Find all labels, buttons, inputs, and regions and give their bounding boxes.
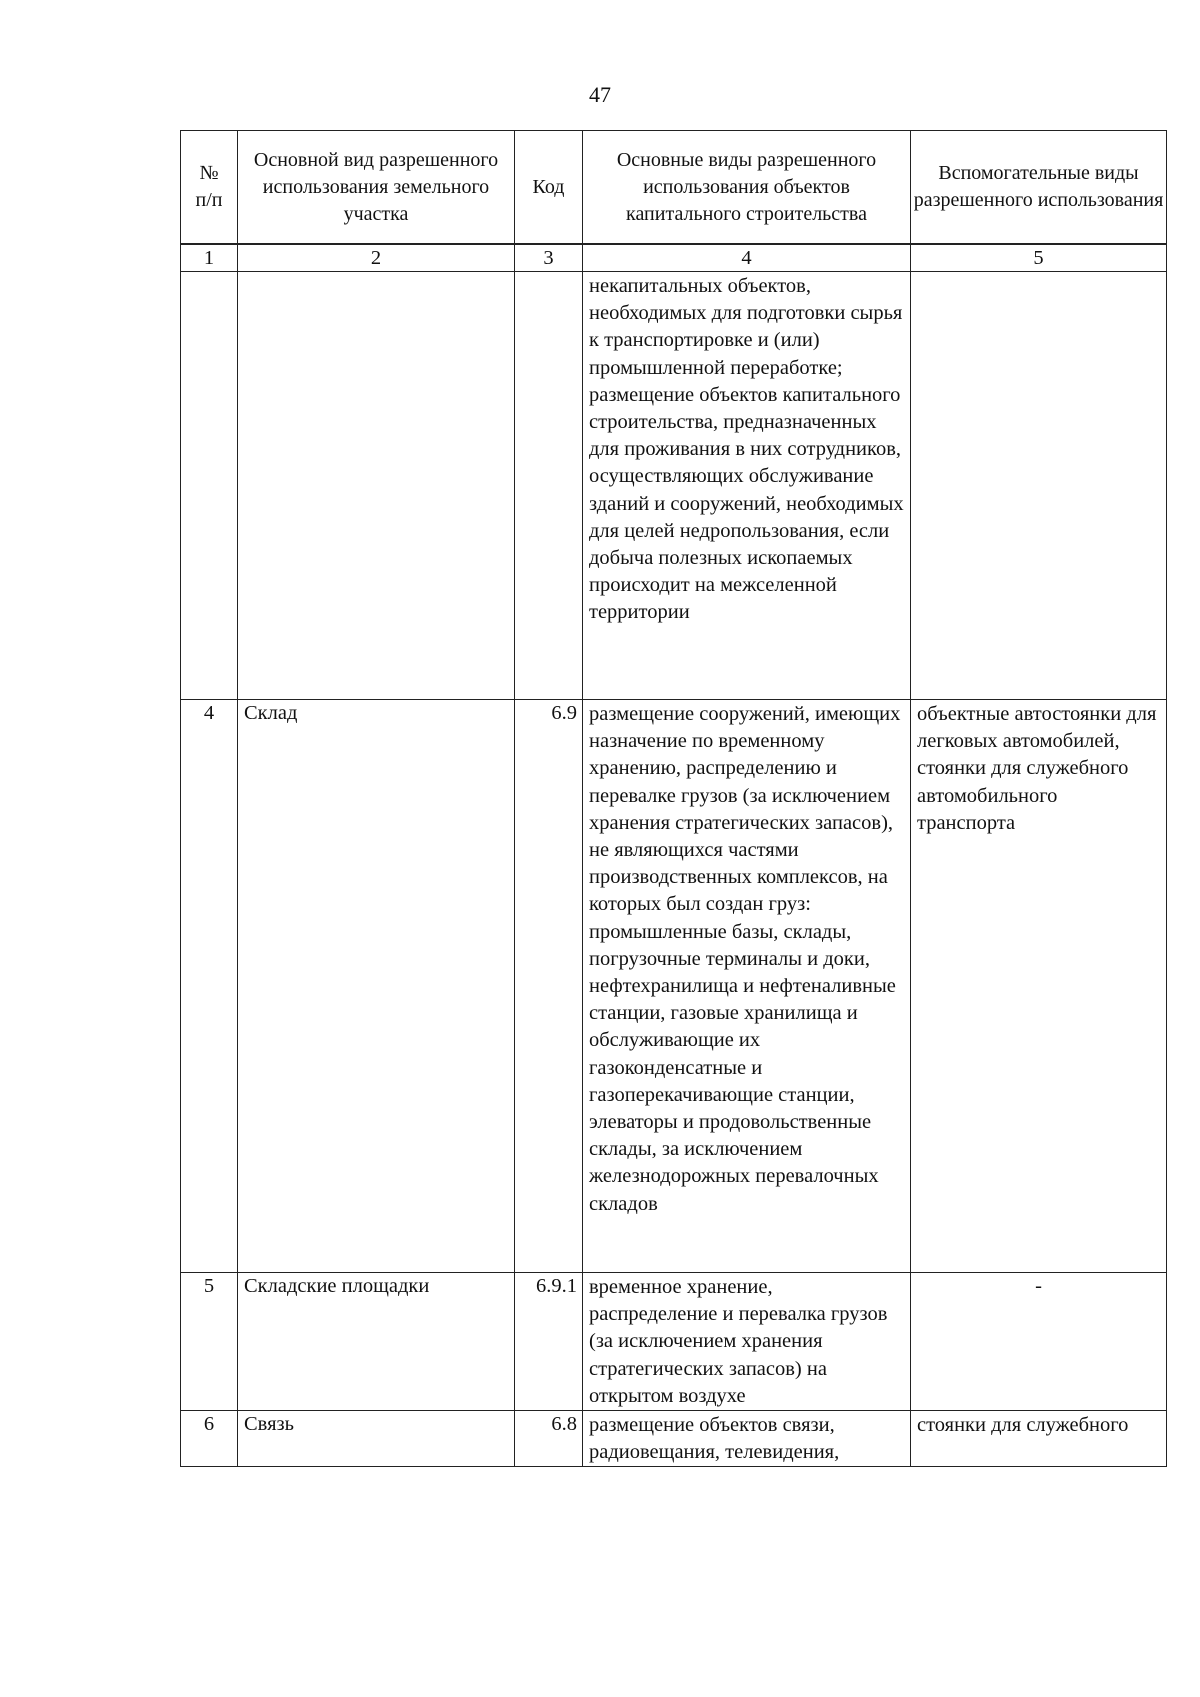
header-main-construction-use-label: Основные виды разрешенного использования объектов капитального строительства bbox=[616, 148, 877, 225]
row-land-use bbox=[238, 272, 515, 700]
row-code: 6.9 bbox=[515, 700, 583, 1273]
row-aux-use bbox=[911, 700, 1167, 1273]
row-number: 4 bbox=[181, 700, 238, 1273]
row-aux-use-text: стоянки для служебного bbox=[917, 1414, 1129, 1437]
header-code bbox=[515, 131, 583, 245]
row-land-use: Склад bbox=[238, 700, 515, 1273]
header-main-land-use bbox=[238, 131, 515, 245]
row-aux-use bbox=[911, 272, 1167, 700]
header-main-construction-use bbox=[583, 131, 911, 245]
row-main-use bbox=[583, 1411, 911, 1467]
table-row bbox=[181, 700, 1167, 1273]
column-number: 5 bbox=[911, 244, 1167, 272]
table-header-row bbox=[181, 131, 1167, 245]
row-land-use: Складские площадки bbox=[238, 1273, 515, 1411]
header-auxiliary-use-label: Вспомогательные виды разрешенного использования bbox=[913, 162, 1164, 211]
column-number: 2 bbox=[238, 244, 515, 272]
column-number: 1 bbox=[181, 244, 238, 272]
table-row bbox=[181, 1411, 1167, 1467]
row-aux-use-text: объектные автостоянки для легковых автомобилей, стоянки для служебного автомобильного транспорта bbox=[917, 703, 1157, 834]
row-number: 6 bbox=[181, 1411, 238, 1467]
row-main-use-text: некапитальных объектов, необходимых для подготовки сырья к транспортировке и (или) промышленной переработке; размещение объектов капитального строительства, предназначенных для проживания в них сотрудников, осуществляющих обслуживание зданий и сооружений, необходимых для целей недропользования, если добыча полезных ископаемых происходит на межселенной территории bbox=[589, 275, 904, 624]
header-auxiliary-use bbox=[911, 131, 1167, 245]
header-number bbox=[181, 131, 238, 245]
row-number: 5 bbox=[181, 1273, 238, 1411]
row-main-use-text: размещение объектов связи, радиовещания, телевидения, bbox=[589, 1414, 840, 1464]
column-number: 3 bbox=[515, 244, 583, 272]
row-number bbox=[181, 272, 238, 700]
table-row bbox=[181, 272, 1167, 700]
row-aux-use: - bbox=[911, 1273, 1167, 1411]
row-code: 6.8 bbox=[515, 1411, 583, 1467]
row-land-use: Связь bbox=[238, 1411, 515, 1467]
header-number-label: № п/п bbox=[195, 162, 223, 211]
row-main-use bbox=[583, 700, 911, 1273]
header-main-land-use-label: Основной вид разрешенного использования земельного участка bbox=[253, 148, 499, 225]
row-main-use bbox=[583, 1273, 911, 1411]
row-main-use bbox=[583, 272, 911, 700]
header-code-label: Код bbox=[532, 175, 565, 198]
column-number-row bbox=[181, 244, 1167, 272]
row-main-use-text: временное хранение, распределение и перевалка грузов (за исключением хранения стратегических запасов) на открытом воздухе bbox=[589, 1276, 888, 1407]
row-code: 6.9.1 bbox=[515, 1273, 583, 1411]
row-aux-use bbox=[911, 1411, 1167, 1467]
column-number: 4 bbox=[583, 244, 911, 272]
row-code bbox=[515, 272, 583, 700]
land-use-table bbox=[180, 130, 1167, 1467]
row-main-use-text: размещение сооружений, имеющих назначение по временному хранению, распределению и перевалке грузов (за исключением хранения стратегических запасов), не являющихся частями производственных комплексов, на которых был создан груз: промышленные базы, склады, погрузочные терминалы и доки, нефтехранилища и нефтеналивные станции, газовые хранилища и обслуживающие их газоконденсатные и газоперекачивающие станции, элеваторы и продовольственные склады, за исключением железнодорожных перевалочных складов bbox=[589, 703, 901, 1215]
page-number: 47 bbox=[589, 82, 611, 107]
table-row bbox=[181, 1273, 1167, 1411]
